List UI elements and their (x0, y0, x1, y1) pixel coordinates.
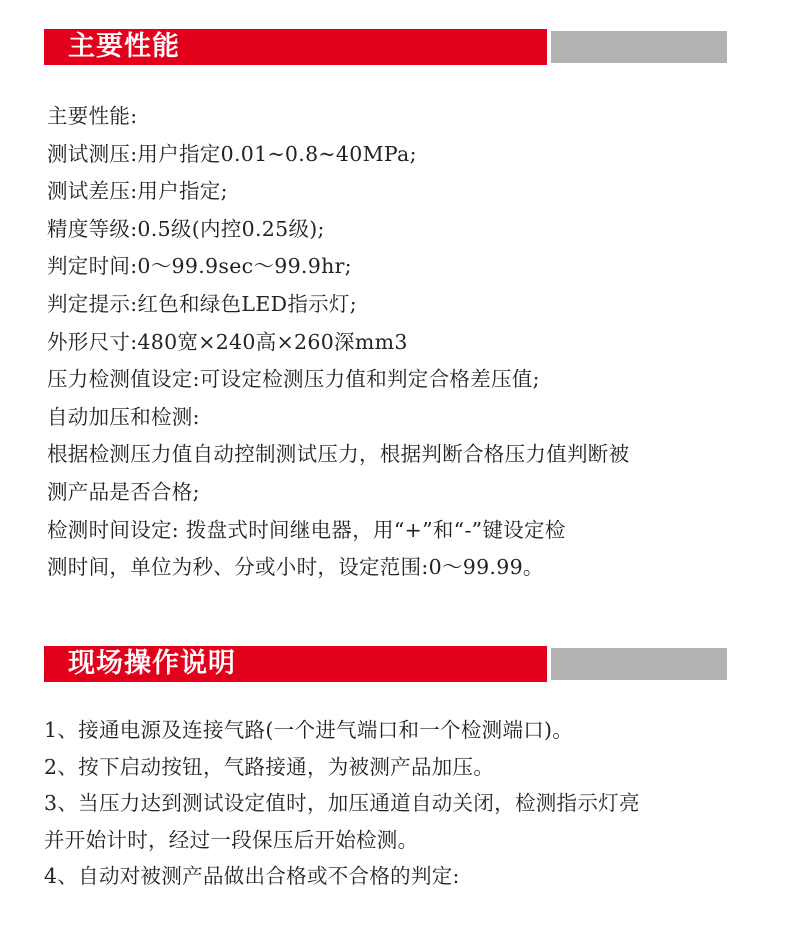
section-title: 主要性能 (68, 31, 180, 62)
text-line: 测试差压:用户指定; (47, 179, 228, 204)
section-title: 现场操作说明 (68, 648, 236, 679)
section-header-operation-instructions (44, 646, 727, 682)
text-line: 1、接通电源及连接气路(一个进气端口和一个检测端口)。 (44, 718, 574, 742)
text-line: 精度等级:0.5级(内控0.25级); (47, 216, 325, 241)
performance-text-block (47, 98, 747, 587)
text-line: 检测时间设定: 拨盘式时间继电器，用“+”和“-”键设定检 (47, 517, 566, 542)
text-line: 4、自动对被测产品做出合格或不合格的判定: (44, 864, 460, 888)
header-gray-bar (551, 648, 727, 680)
text-line: 测试测压:用户指定0.01~0.8~40MPa; (47, 141, 417, 166)
text-line: 并开始计时，经过一段保压后开始检测。 (44, 827, 419, 852)
text-line: 测时间，单位为秒、分或小时，设定范围:0～99.99。 (47, 555, 544, 580)
operation-text-block (44, 712, 744, 895)
text-line: 3、当压力达到测试设定值时，加压通道自动关闭，检测指示灯亮 (44, 791, 640, 815)
section-header-main-performance (44, 29, 727, 65)
text-line: 压力检测值设定:可设定检测压力值和判定合格差压值; (47, 367, 540, 392)
text-line: 2、按下启动按钮，气路接通，为被测产品加压。 (44, 754, 495, 779)
text-line: 根据检测压力值自动控制测试压力，根据判断合格压力值判断被 (47, 442, 630, 467)
header-gray-bar (551, 31, 727, 63)
text-line: 自动加压和检测: (47, 404, 200, 429)
text-line: 测产品是否合格; (47, 479, 200, 504)
text-line: 外形尺寸:480宽×240高×260深mm3 (47, 329, 408, 354)
text-line: 判定提示:红色和绿色LED指示灯; (47, 291, 357, 316)
text-line: 主要性能: (47, 104, 138, 128)
text-line: 判定时间:0～99.9sec～99.9hr; (47, 254, 352, 279)
